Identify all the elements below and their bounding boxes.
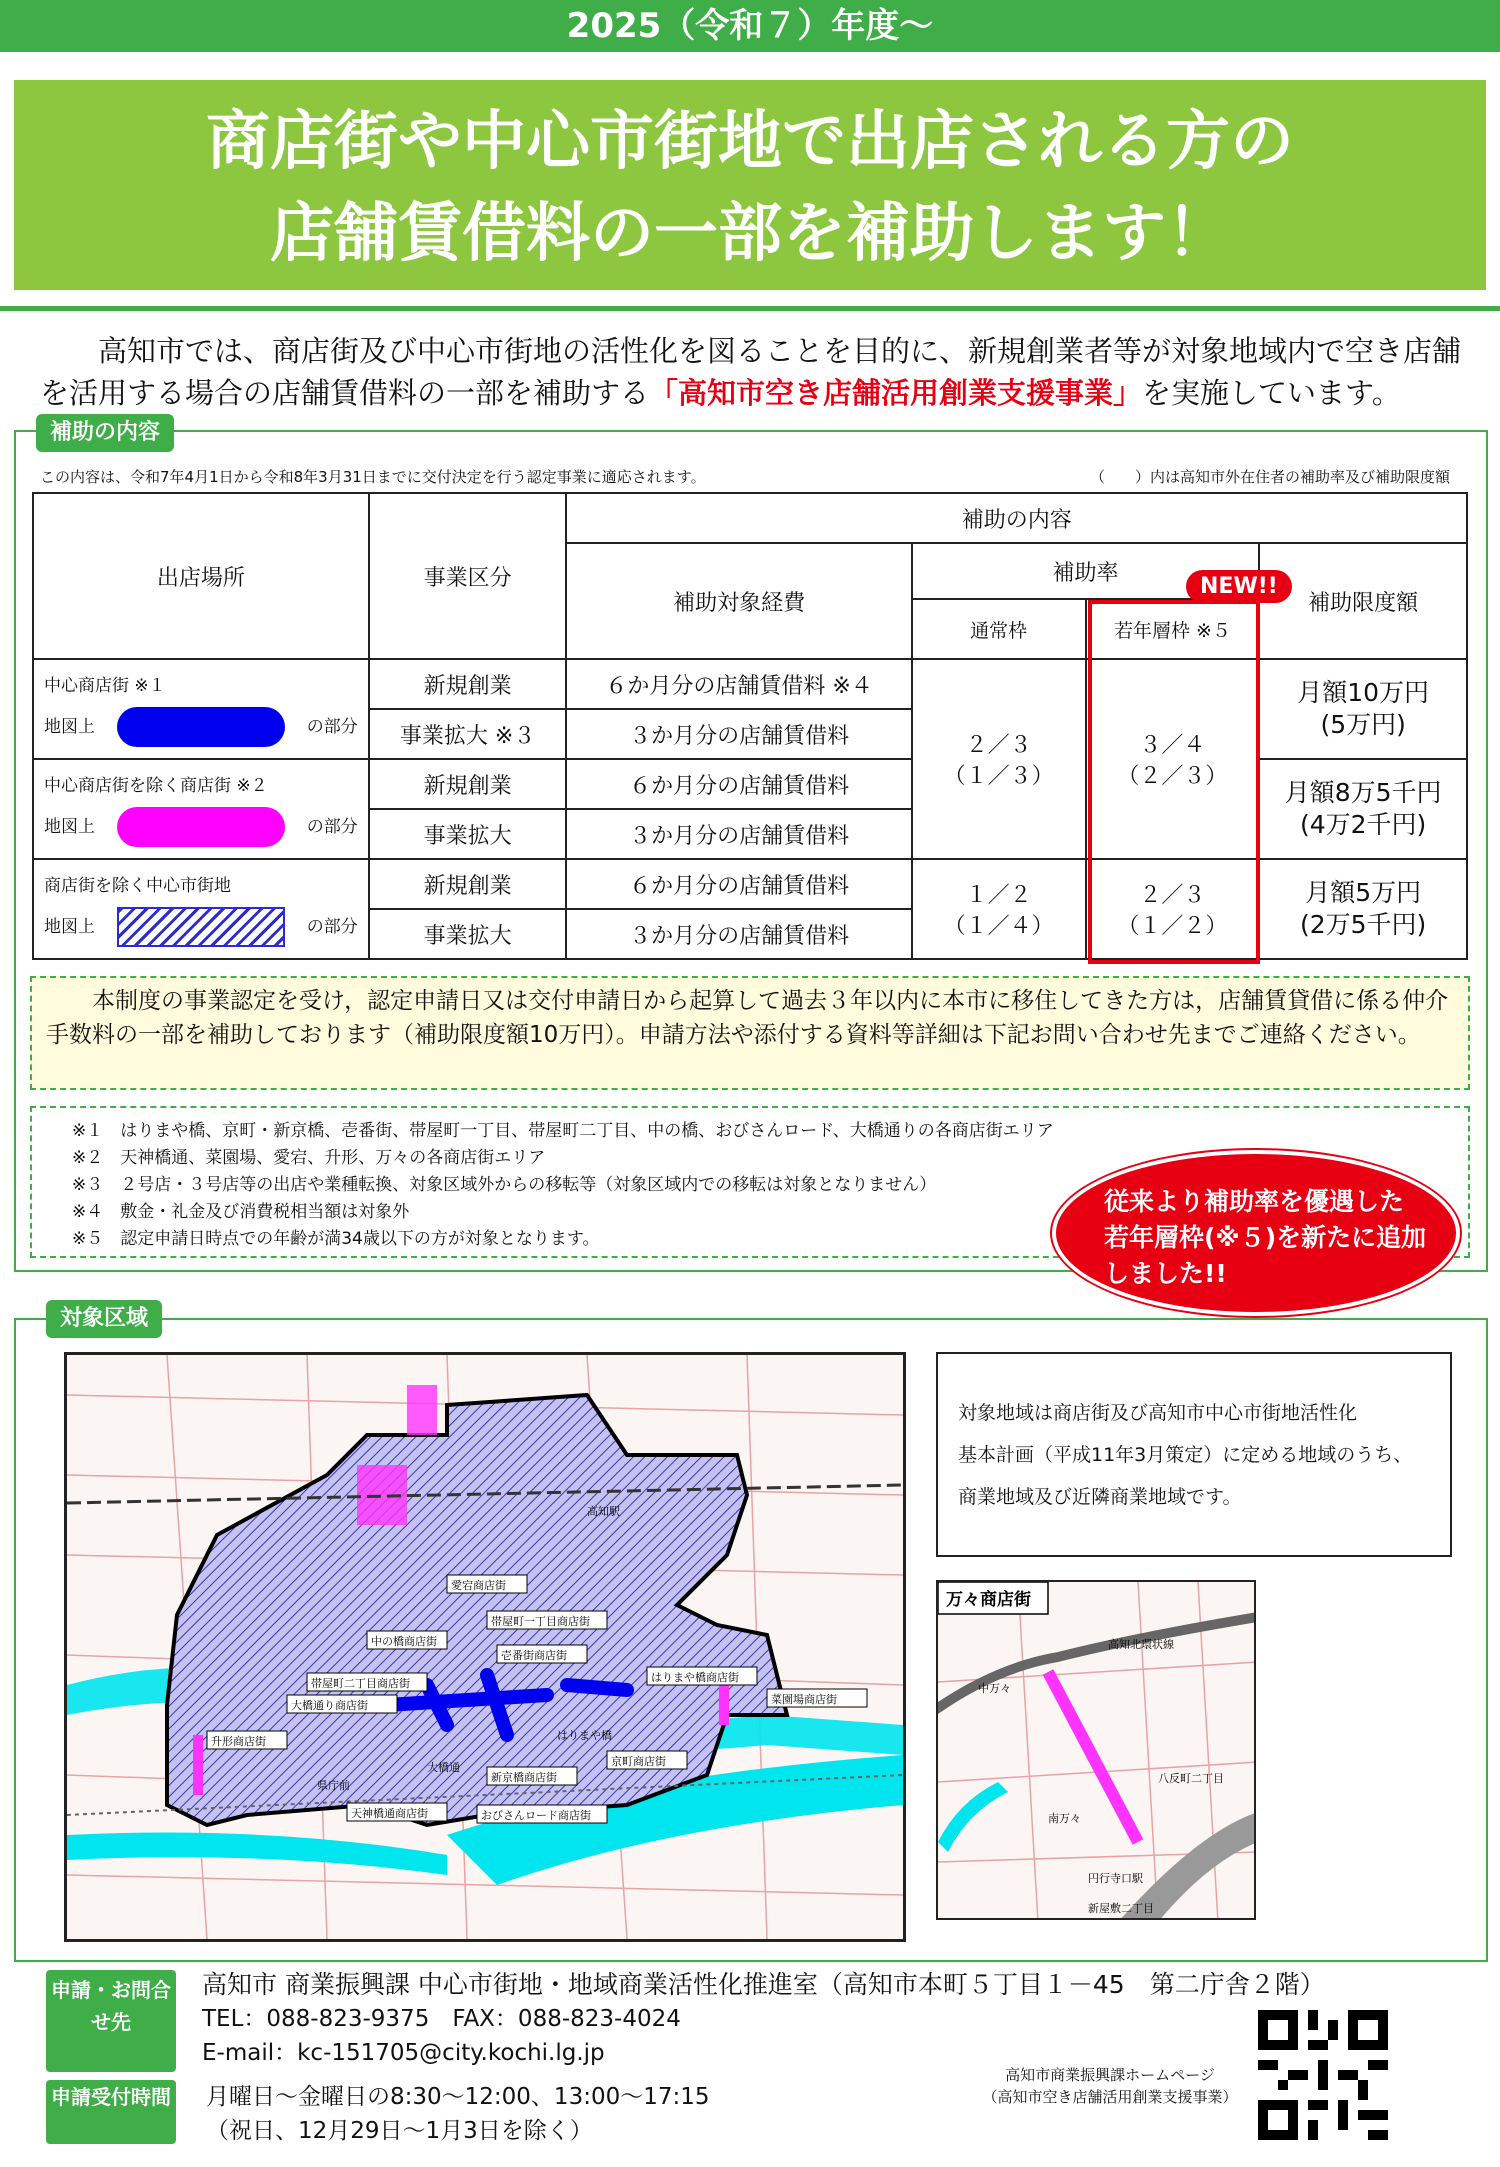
hours-line-2: （祝日、12月29日～1月3日を除く） <box>206 2118 593 2144</box>
program-name: 「高知市空き店舗活用創業支援事業」 <box>649 376 1143 410</box>
location-central-name: 中心商店街 ※１ <box>44 676 166 696</box>
period-note: この内容は、令和7年4月1日から令和8年3月31日までに交付決定を行う認定事業に適応されます。 <box>40 468 706 486</box>
category-cell: 新規創業 <box>369 659 567 709</box>
submap-label: 新屋敷二丁目 <box>1088 1902 1154 1915</box>
normal-rate-b-value: １／２ <box>965 883 1032 908</box>
shopping-legend-swatch <box>117 807 285 847</box>
footnote-1: ※１ はりまや橋、京町・新京橋、壱番街、帯屋町一丁目、帯屋町二丁目、中の橋、おびさんロード、大橋通りの各商店街エリア <box>72 1121 1054 1141</box>
page-title <box>14 80 1486 290</box>
header-rate: 補助率 <box>912 543 1260 599</box>
office-address: 高知市 商業振興課 中心市街地・地域商業活性化推進室（高知市本町５丁目１－45 第二庁舎２階） <box>202 1970 1325 1999</box>
normal-rate-b <box>912 859 1086 959</box>
young-rate-b-value: ２／３ <box>1139 883 1206 908</box>
young-rate-a-value: ３／４ <box>1139 733 1206 758</box>
category-cell: 事業拡大 <box>369 909 567 959</box>
map-label: 中の橋商店街 <box>371 1635 437 1648</box>
manma-street-marker <box>407 1385 437 1435</box>
area-description-line-2: 基本計画（平成11年3月策定）に定める地域のうち、 <box>958 1444 1413 1466</box>
qr-code-icon <box>1258 2010 1388 2140</box>
map-label: 大橋通 <box>427 1761 460 1774</box>
callout-bubble <box>1052 1150 1460 1316</box>
category-cell: 新規創業 <box>369 759 567 809</box>
footnote-3: ※３ ２号店・３号店等の出店や業種転換、対象区域外からの移転等（対象区域内での移転は対象となりません） <box>72 1175 937 1195</box>
area-description-line-1: 対象地域は商店街及び高知市中心市街地活性化 <box>958 1402 1358 1424</box>
map-suffix: の部分 <box>306 917 358 937</box>
footnote-2: ※２ 天神橋通、菜園場、愛宕、升形、万々の各商店街エリア <box>72 1148 546 1168</box>
intro-text-1 <box>40 334 98 368</box>
expense-cell: ６か月分の店舗賃借料 ※４ <box>566 659 911 709</box>
map-prefix: 地図上 <box>44 817 95 837</box>
normal-rate-a-paren: （１／３） <box>943 764 1054 789</box>
title-line-2: 店舗賃借料の一部を補助します！ <box>270 197 1230 271</box>
footnote-4: ※４ 敷金・礼金及び消費税相当額は対象外 <box>72 1202 410 1222</box>
map-label: 天神橋通商店街 <box>351 1807 428 1820</box>
relocation-note-text: 本制度の事業認定を受け，認定申請日又は交付申請日から起算して過去３年以内に本市に移住してきた方は，店舗賃貸借に係る仲介手数料の一部を補助しております（補助限度額10万円）。申請方法や添付する資料等詳細は下記お問い合わせ先までご連絡ください。 <box>46 988 1449 1048</box>
expense-cell: ３か月分の店舗賃借料 <box>566 909 911 959</box>
subsidy-tag: 補助の内容 <box>36 414 174 452</box>
category-cell: 事業拡大 ※３ <box>369 709 567 759</box>
map-label: おびさんロード商店街 <box>481 1809 591 1822</box>
submap-title: 万々商店街 <box>946 1590 1031 1610</box>
downtown-area <box>167 1395 787 1825</box>
young-tier-highlight <box>1088 600 1260 964</box>
header-location: 出店場所 <box>33 493 369 659</box>
central-legend-swatch <box>117 707 285 747</box>
submap-label: 高知北環状線 <box>1108 1638 1174 1651</box>
limit-shopping-paren: (4万2千円) <box>1299 810 1427 839</box>
map-label: 升形商店街 <box>211 1735 266 1748</box>
qr-code[interactable] <box>1258 2010 1388 2140</box>
limit-downtown <box>1259 859 1467 959</box>
header-content: 補助の内容 <box>566 493 1467 543</box>
map-label: 新京橋商店街 <box>491 1771 557 1784</box>
normal-rate-a <box>912 659 1086 859</box>
hours-line-1: 月曜日～金曜日の8:30～12:00、13:00～17:15 <box>206 2084 710 2110</box>
target-area-map <box>64 1352 906 1942</box>
location-shopping-street <box>33 759 369 859</box>
limit-central-main: 月額10万円 <box>1297 678 1430 707</box>
young-rate-b-paren: （１／２） <box>1117 914 1228 939</box>
map-label: 帯屋町二丁目商店街 <box>311 1677 410 1690</box>
apply-tag: 申請・お問合せ先 <box>46 1970 176 2072</box>
hours-info <box>206 2080 1006 2148</box>
submap-label: 八反町二丁目 <box>1158 1772 1224 1785</box>
submap-label: 円行寺口駅 <box>1088 1872 1143 1885</box>
map-prefix: 地図上 <box>44 717 95 737</box>
area-description <box>936 1352 1452 1557</box>
location-shopping-name: 中心商店街を除く商店街 ※２ <box>44 776 268 796</box>
map-label: 大橋通り商店街 <box>291 1699 368 1712</box>
expense-cell: ３か月分の店舗賃借料 <box>566 709 911 759</box>
map-label: はりまや橋商店街 <box>651 1671 739 1684</box>
normal-rate-a-value: ２／３ <box>965 733 1032 758</box>
limit-central-paren: (5万円) <box>1320 710 1406 739</box>
limit-downtown-paren: (2万5千円) <box>1299 910 1427 939</box>
contact-info <box>202 1968 1402 2070</box>
homepage-line-1: 高知市商業振興課ホームページ <box>1005 2066 1215 2084</box>
title-line-1: 商店街や中心市街地で出店される方の <box>206 105 1294 179</box>
submap-label: 中万々 <box>978 1682 1011 1695</box>
submap-label: 南万々 <box>1048 1812 1081 1825</box>
manma-submap <box>936 1580 1256 1920</box>
map-label: 壱番街商店街 <box>501 1649 567 1662</box>
header-young: 若年層枠 ※５ <box>1086 599 1260 659</box>
map-label: 京町商店街 <box>611 1755 666 1768</box>
map-suffix: の部分 <box>306 817 358 837</box>
intro-text-body: 高知市では、商店街及び中心市街地の活性化を図ることを目的に、新規創業者等が対象地域内で空き店舗を活用する場合の店舗賃借料の一部を補助する <box>40 334 1462 410</box>
map-label: 愛宕商店街 <box>451 1579 506 1592</box>
map-label: 帯屋町一丁目商店街 <box>491 1615 590 1628</box>
downtown-legend-swatch <box>117 907 285 947</box>
area-description-line-3: 商業地域及び近隣商業地域です。 <box>958 1486 1242 1508</box>
relocation-note <box>30 976 1470 1090</box>
expense-cell: ６か月分の店舗賃借料 <box>566 759 911 809</box>
limit-shopping-main: 月額8万5千円 <box>1284 778 1442 807</box>
masugata-street <box>193 1735 203 1795</box>
hours-tag: 申請受付時間 <box>46 2080 176 2144</box>
tel-fax: TEL：088-823-9375 FAX：088-823-4024 <box>202 2006 681 2032</box>
intro-text-2: を実施しています。 <box>1142 376 1401 410</box>
limit-central <box>1259 659 1467 759</box>
homepage-line-2: （高知市空き店舗活用創業支援事業） <box>982 2088 1238 2106</box>
paren-note: （ ）内は高知市外在住者の補助率及び補助限度額 <box>1090 468 1451 486</box>
limit-shopping <box>1259 759 1467 859</box>
location-central <box>33 659 369 759</box>
footnote-5: ※５ 認定申請日時点での年齢が満34歳以下の方が対象となります。 <box>72 1229 600 1249</box>
map-label: 県庁前 <box>317 1779 350 1792</box>
map-graphic <box>67 1355 903 1939</box>
year-banner: 2025（令和７）年度～ <box>0 0 1500 52</box>
submap-graphic <box>938 1582 1256 1920</box>
header-normal: 通常枠 <box>912 599 1086 659</box>
intro-paragraph <box>40 330 1470 414</box>
header-expense: 補助対象経費 <box>566 543 911 659</box>
new-badge: NEW!! <box>1186 570 1292 603</box>
map-label: 高知駅 <box>587 1505 620 1518</box>
callout-line-2: 若年層枠(※５)を新たに追加 <box>1104 1223 1427 1252</box>
map-suffix: の部分 <box>306 717 358 737</box>
email-link[interactable]: E-mail：kc-151705@city.kochi.lg.jp <box>202 2040 605 2066</box>
category-cell: 新規創業 <box>369 859 567 909</box>
divider <box>0 306 1500 311</box>
young-rate-a-paren: （２／３） <box>1117 764 1228 789</box>
header-limit: 補助限度額 <box>1259 543 1467 659</box>
homepage-note <box>970 2064 1250 2108</box>
area-tag: 対象区域 <box>46 1300 162 1338</box>
callout-line-3: しました!! <box>1104 1259 1227 1288</box>
category-cell: 事業拡大 <box>369 809 567 859</box>
map-label: はりまや橋 <box>557 1729 612 1742</box>
location-downtown <box>33 859 369 959</box>
map-label: 菜園場商店街 <box>771 1693 837 1706</box>
expense-cell: ３か月分の店舗賃借料 <box>566 809 911 859</box>
callout-line-1: 従来より補助率を優遇した <box>1104 1187 1405 1216</box>
normal-rate-b-paren: （１／４） <box>943 914 1054 939</box>
header-category: 事業区分 <box>369 493 567 659</box>
map-prefix: 地図上 <box>44 917 95 937</box>
location-downtown-name: 商店街を除く中心市街地 <box>44 876 231 896</box>
limit-downtown-main: 月額5万円 <box>1305 878 1422 907</box>
expense-cell: ６か月分の店舗賃借料 <box>566 859 911 909</box>
